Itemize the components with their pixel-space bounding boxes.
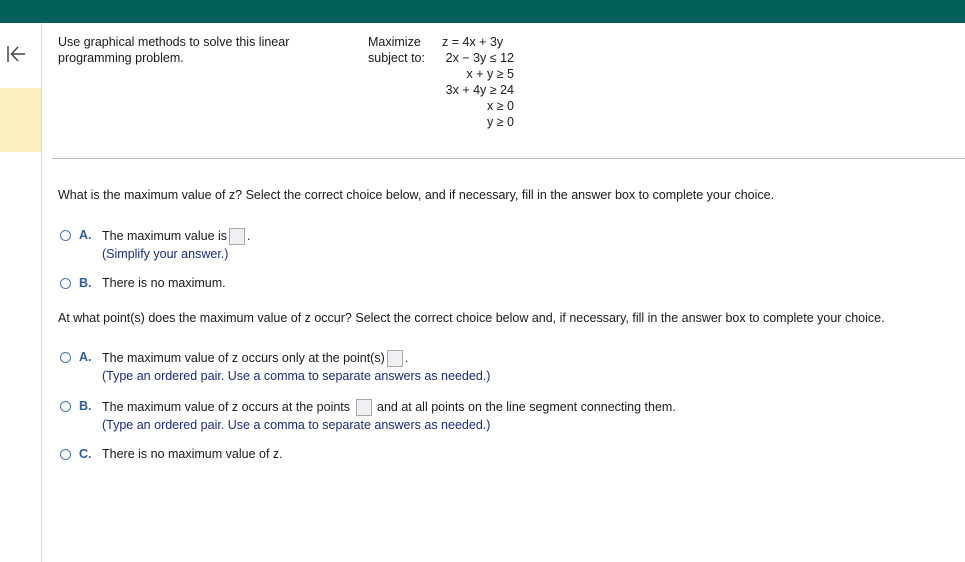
q1-answer-input[interactable] [229, 228, 245, 245]
option-hint: (Type an ordered pair. Use a comma to separate answers as needed.) [102, 418, 491, 432]
constraint: y ≥ 0 [486, 115, 514, 129]
lp-equations [442, 34, 514, 130]
q2b-answer-input[interactable] [356, 399, 372, 416]
option-letter: A. [79, 350, 92, 364]
option-text-continued: and at all points on the line segment connecting them. [377, 399, 676, 414]
period: . [247, 228, 251, 243]
subject-to-label: subject to: [368, 51, 425, 65]
option-letter: B. [79, 399, 92, 413]
option-hint: (Simplify your answer.) [102, 247, 229, 261]
constraint: 2x − 3y ≤ 12 [445, 51, 514, 65]
section-divider [52, 158, 965, 159]
constraint: x ≥ 0 [486, 99, 514, 113]
option-text: The maximum value of z occurs at the points [102, 399, 351, 414]
period: . [404, 350, 409, 365]
option-hint: (Type an ordered pair. Use a comma to separate answers as needed.) [102, 369, 491, 383]
option-text: The maximum value is [102, 228, 228, 243]
maximize-label: Maximize [368, 35, 421, 49]
collapse-back-icon[interactable] [5, 43, 27, 65]
option-letter: C. [79, 447, 92, 461]
problem-prompt: Use graphical methods to solve this linear programming problem. [58, 35, 290, 65]
rail-highlight [0, 88, 41, 152]
constraint: 3x + 4y ≥ 24 [445, 83, 514, 97]
objective-function: z = 4x + 3y [442, 35, 504, 49]
q1-option-a-radio[interactable] [60, 230, 71, 241]
option-letter: B. [79, 276, 92, 290]
q2a-answer-input[interactable] [387, 350, 403, 367]
question-1-text: What is the maximum value of z? Select the correct choice below, and if necessary, fill in the answer box to complete your choice. [58, 188, 775, 202]
question-2-text: At what point(s) does the maximum value of z occur? Select the correct choice below and, if necessary, fill in the answer box to complete your choice. [58, 311, 885, 325]
top-bar [0, 0, 965, 23]
constraint: x + y ≥ 5 [466, 67, 514, 81]
q2-option-a-radio[interactable] [60, 352, 71, 363]
q2-option-c-radio[interactable] [60, 449, 71, 460]
option-letter: A. [79, 228, 92, 242]
option-text: There is no maximum. [102, 276, 226, 290]
q2-option-b-radio[interactable] [60, 401, 71, 412]
option-text: There is no maximum value of z. [102, 447, 283, 461]
lp-labels [368, 34, 425, 66]
q1-option-b-radio[interactable] [60, 278, 71, 289]
option-text: The maximum value of z occurs only at the point(s) [102, 350, 385, 365]
